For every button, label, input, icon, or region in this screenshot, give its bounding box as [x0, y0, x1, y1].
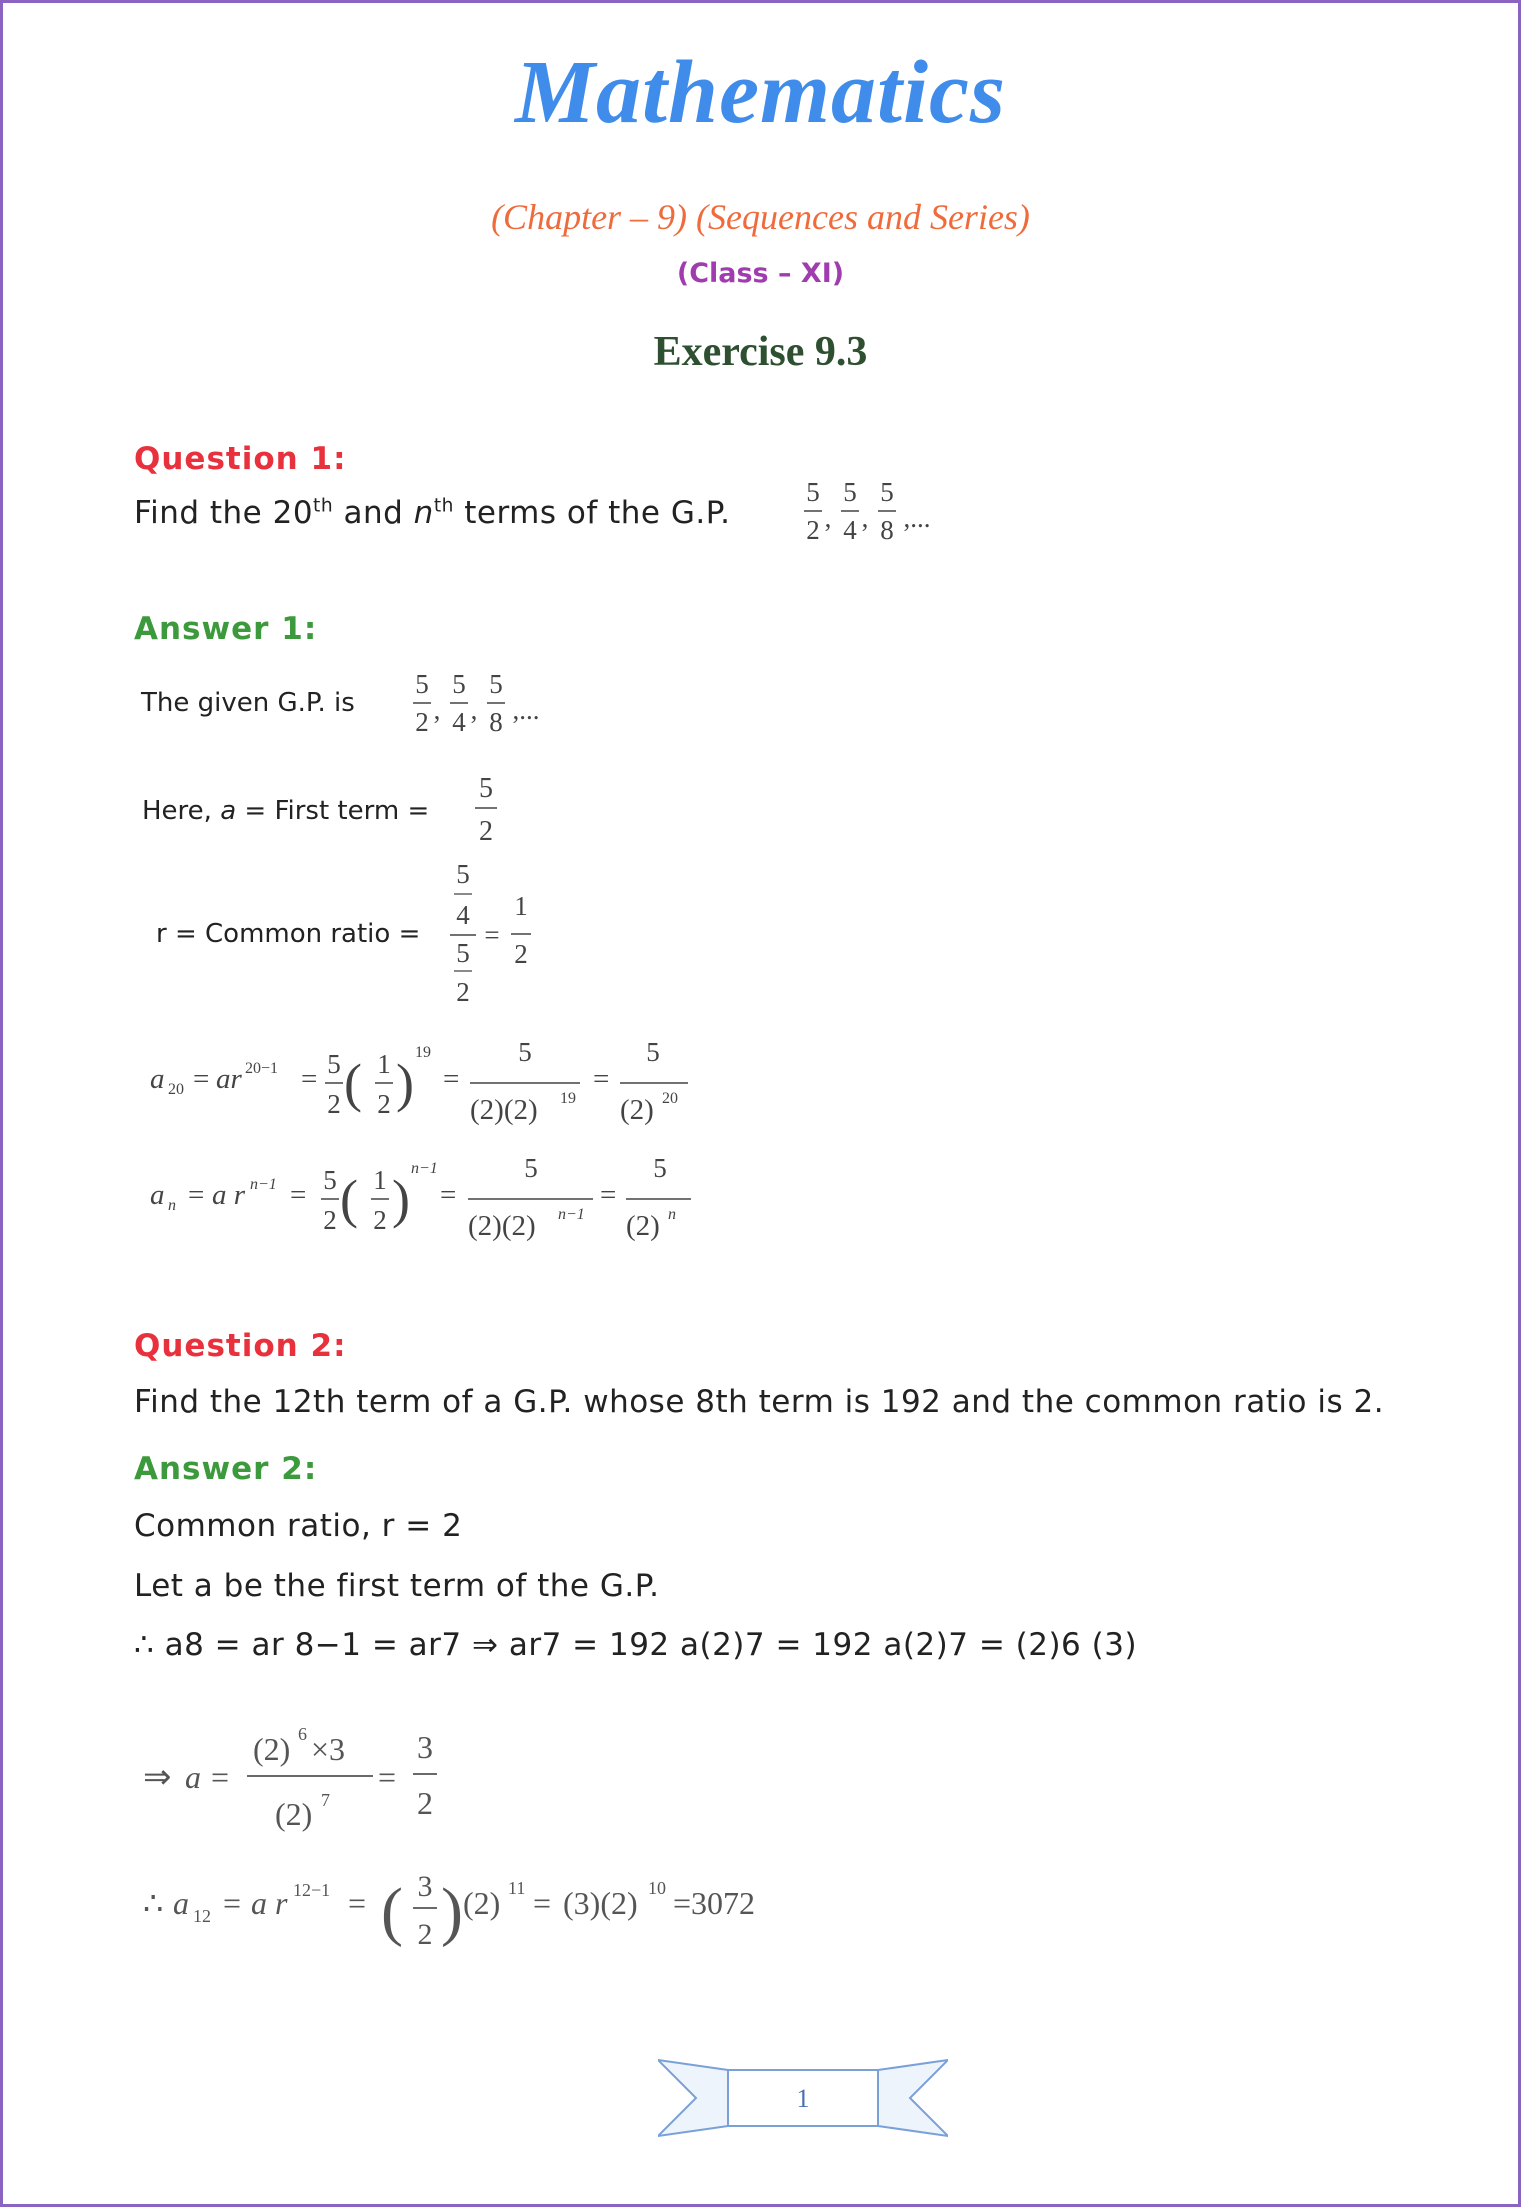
svg-text:=: = — [188, 1179, 205, 1211]
answer-2-line-2: Let a be the first term of the G.P. — [134, 1568, 660, 1604]
svg-text:(3)(2): (3)(2) — [563, 1885, 638, 1921]
svg-text:(2): (2) — [626, 1210, 660, 1242]
svg-text:2: 2 — [806, 515, 820, 545]
svg-text:n−1: n−1 — [558, 1206, 585, 1223]
svg-text:a: a — [150, 1179, 165, 1211]
answer-1-gp-formula — [407, 663, 557, 743]
svg-text:1: 1 — [377, 1049, 391, 1079]
svg-text:5: 5 — [327, 1049, 341, 1079]
svg-text:=3072: =3072 — [673, 1885, 756, 1921]
svg-text:=: = — [301, 1063, 318, 1095]
svg-text:7: 7 — [321, 1790, 330, 1810]
svg-text:=: = — [484, 920, 500, 950]
svg-text:,...: ,... — [512, 695, 540, 725]
svg-text:20: 20 — [662, 1090, 678, 1107]
page-number: 1 — [796, 2084, 810, 2113]
svg-text:1: 1 — [373, 1165, 387, 1195]
svg-text:,...: ,... — [903, 503, 931, 533]
answer-1-given: The given G.P. is — [141, 688, 355, 718]
svg-text:=: = — [533, 1885, 552, 1921]
svg-text:(2): (2) — [253, 1731, 291, 1767]
svg-text:=: = — [600, 1179, 617, 1211]
svg-text:5: 5 — [456, 859, 470, 889]
exercise-heading: Exercise 9.3 — [653, 329, 868, 375]
svg-text:∴: ∴ — [143, 1885, 164, 1921]
svg-text:5: 5 — [653, 1153, 667, 1183]
svg-text:2: 2 — [417, 1785, 433, 1821]
svg-text:5: 5 — [806, 477, 820, 507]
answer-2-line-1: Common ratio, r = 2 — [134, 1508, 463, 1544]
svg-text:ar: ar — [216, 1063, 242, 1095]
answer-2-line-3: ∴ a8 = ar 8−1 = ar7 ⇒ ar7 = 192 a(2)7 = 192 a(2)7 = (2)6 (3) — [134, 1627, 1138, 1663]
chapter-heading: (Chapter – 9) (Sequences and Series) — [491, 197, 1030, 237]
question-2-heading: Question 2: — [134, 1328, 347, 1364]
svg-text:n−1: n−1 — [411, 1160, 438, 1177]
svg-text:(: ( — [340, 1169, 358, 1229]
svg-text:8: 8 — [880, 515, 894, 545]
svg-text:=: = — [348, 1885, 367, 1921]
svg-text:1: 1 — [514, 891, 528, 921]
svg-text:5: 5 — [880, 477, 894, 507]
svg-text:5: 5 — [479, 773, 493, 804]
svg-text:,: , — [433, 695, 441, 725]
svg-text:2: 2 — [377, 1089, 391, 1119]
svg-text:5: 5 — [843, 477, 857, 507]
question-1-text: Find the 20th and $n^{th}$ terms of the G.P. — [134, 495, 731, 531]
svg-text:=: = — [290, 1179, 307, 1211]
answer-1-common-ratio: r = Common ratio = — [156, 919, 421, 949]
svg-text:2: 2 — [415, 707, 429, 737]
svg-text:(2): (2) — [275, 1796, 313, 1832]
svg-text:11: 11 — [508, 1878, 526, 1898]
svg-text:=: = — [193, 1063, 210, 1095]
an-formula — [148, 1149, 708, 1249]
svg-text:2: 2 — [323, 1205, 337, 1235]
svg-text:4: 4 — [843, 515, 857, 545]
question-2-text: Find the 12th term of a G.P. whose 8th term is 192 and the common ratio is 2. — [134, 1384, 1385, 1420]
svg-text:=: = — [223, 1885, 242, 1921]
svg-text:5: 5 — [456, 938, 470, 968]
svg-text:2: 2 — [479, 816, 493, 847]
svg-text:n−1: n−1 — [250, 1176, 277, 1193]
svg-text:(2): (2) — [620, 1094, 654, 1126]
question-1-gp-formula — [798, 471, 948, 551]
svg-text:2: 2 — [417, 1918, 433, 1951]
svg-text:3: 3 — [417, 1870, 433, 1903]
svg-text:=: = — [440, 1179, 457, 1211]
svg-text:5: 5 — [489, 669, 503, 699]
svg-text:(2): (2) — [463, 1885, 501, 1921]
svg-text:=: = — [378, 1759, 397, 1795]
svg-text:12: 12 — [193, 1906, 211, 1926]
svg-text:5: 5 — [646, 1037, 660, 1067]
svg-text:12−1: 12−1 — [293, 1880, 331, 1900]
svg-text:2: 2 — [327, 1089, 341, 1119]
page-number-badge — [658, 2048, 948, 2148]
answer-1-heading: Answer 1: — [134, 611, 318, 647]
svg-text:19: 19 — [415, 1044, 431, 1061]
svg-text:n: n — [668, 1206, 676, 1223]
svg-text:19: 19 — [560, 1090, 576, 1107]
svg-text:5: 5 — [415, 669, 429, 699]
page-title: Mathematics — [514, 43, 1006, 142]
svg-text:4: 4 — [456, 900, 470, 930]
svg-text:,: , — [861, 503, 869, 533]
common-ratio-fraction — [446, 855, 546, 1023]
svg-text:): ) — [441, 1875, 463, 1948]
svg-text:(: ( — [344, 1053, 362, 1113]
svg-text:⇒: ⇒ — [143, 1759, 172, 1796]
answer-2-heading: Answer 2: — [134, 1451, 318, 1487]
svg-text:(: ( — [381, 1875, 403, 1948]
svg-text:20−1: 20−1 — [245, 1060, 279, 1077]
svg-text:×3: ×3 — [311, 1731, 346, 1767]
svg-text:2: 2 — [373, 1205, 387, 1235]
svg-text:a: a — [173, 1885, 189, 1921]
svg-text:8: 8 — [489, 707, 503, 737]
svg-text:n: n — [168, 1197, 176, 1214]
svg-text:a: a — [150, 1063, 165, 1095]
first-term-fraction — [469, 769, 509, 851]
svg-text:): ) — [392, 1169, 410, 1229]
svg-text:5: 5 — [452, 669, 466, 699]
a12-result-formula — [143, 1858, 843, 1963]
svg-text:5: 5 — [323, 1165, 337, 1195]
svg-text:5: 5 — [524, 1153, 538, 1183]
svg-text:(2)(2): (2)(2) — [470, 1094, 538, 1126]
svg-text:2: 2 — [456, 977, 470, 1007]
question-1-heading: Question 1: — [134, 441, 347, 477]
svg-text:a r: a r — [251, 1885, 288, 1921]
svg-text:10: 10 — [648, 1878, 666, 1898]
svg-text:2: 2 — [514, 939, 528, 969]
svg-text:,: , — [470, 695, 478, 725]
first-term-derivation — [143, 1718, 473, 1843]
svg-text:3: 3 — [417, 1729, 433, 1765]
svg-text:): ) — [396, 1053, 414, 1113]
svg-text:4: 4 — [452, 707, 466, 737]
svg-text:a: a — [185, 1759, 201, 1795]
answer-1-first-term: Here, a = First term = — [142, 796, 430, 826]
svg-text:,: , — [824, 503, 832, 533]
svg-text:=: = — [443, 1063, 460, 1095]
svg-text:5: 5 — [518, 1037, 532, 1067]
svg-text:=: = — [593, 1063, 610, 1095]
svg-text:20: 20 — [168, 1081, 184, 1098]
svg-text:(2)(2): (2)(2) — [468, 1210, 536, 1242]
class-label: (Class – XI) — [676, 258, 845, 289]
a20-formula — [148, 1033, 708, 1133]
svg-text:6: 6 — [298, 1724, 307, 1744]
svg-text:=: = — [211, 1759, 230, 1795]
svg-text:a r: a r — [212, 1179, 246, 1211]
